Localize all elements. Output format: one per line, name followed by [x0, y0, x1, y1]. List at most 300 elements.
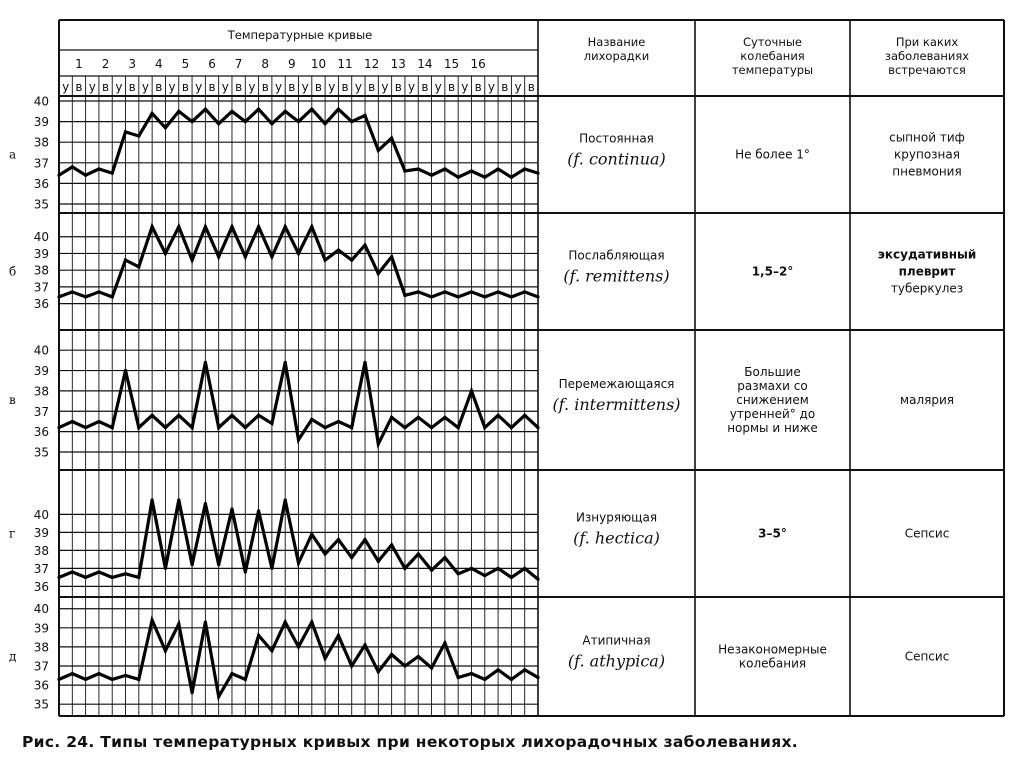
data-point: [483, 176, 486, 179]
disease-name: эксудативный: [877, 247, 977, 262]
y-tick-label: 37: [33, 156, 49, 171]
data-point: [324, 122, 327, 125]
data-point: [443, 642, 446, 645]
data-point: [430, 295, 433, 298]
y-tick-label: 38: [33, 543, 49, 558]
y-tick-label: 36: [33, 425, 49, 440]
data-point: [324, 426, 327, 429]
data-point: [350, 426, 353, 429]
daily-fluctuation-line: Большие: [744, 365, 801, 379]
chart-title: Температурные кривые: [227, 28, 373, 42]
y-tick-label: 36: [33, 678, 49, 693]
day-label: 1: [75, 57, 83, 71]
data-point: [151, 225, 154, 228]
table-header-line: Название: [587, 35, 646, 49]
day-label: 7: [234, 57, 243, 71]
data-point: [510, 426, 513, 429]
daily-fluctuation-line: нормы и ниже: [727, 421, 818, 435]
y-tick-label: 40: [33, 343, 49, 358]
data-point: [470, 672, 473, 675]
data-point: [457, 572, 460, 575]
fever-latin-name: (f. intermittens): [552, 395, 681, 414]
data-point: [151, 112, 154, 115]
data-point: [457, 176, 460, 179]
day-label: 4: [154, 57, 163, 71]
data-point: [337, 108, 340, 111]
data-point: [510, 678, 513, 681]
data-point: [310, 533, 313, 536]
data-point: [497, 167, 500, 170]
data-point: [377, 442, 380, 445]
data-point: [217, 255, 220, 258]
data-point: [284, 498, 287, 501]
data-point: [510, 576, 513, 579]
data-point: [124, 572, 127, 575]
daily-fluctuation: Не более 1°: [735, 147, 810, 162]
data-point: [270, 422, 273, 425]
data-point: [470, 567, 473, 570]
slot-label: у: [248, 80, 256, 94]
data-point: [137, 134, 140, 137]
daily-fluctuation: [718, 643, 827, 671]
data-point: [310, 418, 313, 421]
data-point: [124, 130, 127, 133]
data-point: [230, 110, 233, 113]
data-point: [324, 259, 327, 262]
table-header-line: встречаются: [888, 63, 966, 77]
data-point: [457, 426, 460, 429]
slot-label: в: [421, 80, 429, 94]
data-point: [363, 361, 366, 364]
data-point: [483, 678, 486, 681]
y-tick-label: 35: [33, 197, 49, 212]
y-tick-label: 39: [33, 246, 49, 261]
data-point: [84, 576, 87, 579]
data-point: [403, 294, 406, 297]
slot-label: у: [88, 80, 96, 94]
data-point: [244, 120, 247, 123]
chart-grid: [9, 20, 1004, 716]
slot-label: у: [354, 80, 362, 94]
data-point: [497, 414, 500, 417]
slot-label: у: [168, 80, 176, 94]
data-point: [457, 676, 460, 679]
slot-label: в: [261, 80, 269, 94]
data-point: [390, 255, 393, 258]
data-point: [164, 567, 167, 570]
table-header-line: При каких: [895, 35, 959, 49]
data-point: [536, 172, 539, 175]
slot-label: у: [514, 80, 522, 94]
data-point: [151, 619, 154, 622]
fever-name: Постоянная: [579, 131, 654, 146]
y-tick-label: 35: [33, 697, 49, 712]
data-point: [403, 426, 406, 429]
disease-name: плеврит: [898, 264, 956, 279]
fever-name: Атипичная: [582, 633, 651, 648]
data-point: [217, 563, 220, 566]
slot-label: в: [155, 80, 163, 94]
y-tick-label: 39: [33, 115, 49, 130]
data-point: [71, 165, 74, 168]
data-point: [57, 174, 60, 177]
panel-letter: а: [9, 147, 17, 162]
data-point: [337, 634, 340, 637]
data-point: [310, 225, 313, 228]
data-point: [430, 666, 433, 669]
table-header-line: Суточные: [742, 35, 803, 49]
y-tick-label: 37: [33, 561, 49, 576]
daily-fluctuation: 3–5°: [758, 526, 787, 541]
day-label: 5: [181, 57, 190, 71]
data-point: [204, 621, 207, 624]
slot-label: в: [341, 80, 349, 94]
data-point: [124, 369, 127, 372]
data-point: [284, 110, 287, 113]
data-point: [270, 567, 273, 570]
data-point: [164, 252, 167, 255]
disease-name: Сепсис: [904, 526, 950, 541]
data-point: [191, 259, 194, 262]
data-point: [257, 225, 260, 228]
fever-latin-name: (f. remittens): [563, 266, 670, 286]
fever-latin-name: (f. athypica): [567, 651, 666, 671]
day-label: 13: [390, 57, 406, 71]
data-point: [230, 672, 233, 675]
data-point: [337, 420, 340, 423]
disease-name: сыпной тиф: [889, 130, 965, 145]
data-point: [164, 426, 167, 429]
data-point: [457, 295, 460, 298]
fever-latin-name: (f. hectica): [573, 528, 660, 548]
daily-fluctuation-line: размахи со: [737, 379, 808, 393]
disease-name: малярия: [900, 393, 954, 407]
daily-fluctuation: 1,5–2°: [751, 264, 794, 279]
data-point: [257, 634, 260, 637]
data-point: [111, 172, 114, 175]
data-point: [470, 290, 473, 293]
data-point: [137, 678, 140, 681]
data-point: [310, 108, 313, 111]
data-point: [390, 137, 393, 140]
slot-label: у: [115, 80, 123, 94]
data-point: [523, 167, 526, 170]
data-point: [324, 657, 327, 660]
data-point: [204, 502, 207, 505]
table-header-line: лихорадки: [583, 49, 650, 63]
day-label: 16: [470, 57, 486, 71]
data-point: [324, 552, 327, 555]
slot-label: у: [381, 80, 389, 94]
data-point: [536, 426, 539, 429]
data-point: [523, 567, 526, 570]
data-point: [57, 426, 60, 429]
data-point: [230, 414, 233, 417]
slot-label: у: [141, 80, 150, 94]
day-label: 11: [337, 57, 353, 71]
data-point: [84, 174, 87, 177]
slot-label: в: [501, 80, 509, 94]
data-point: [470, 389, 473, 392]
data-point: [443, 290, 446, 293]
info-table: [227, 28, 977, 671]
data-point: [523, 290, 526, 293]
data-point: [497, 290, 500, 293]
slot-label: у: [62, 80, 70, 94]
y-tick-label: 37: [33, 659, 49, 674]
data-point: [137, 265, 140, 268]
data-point: [204, 361, 207, 364]
data-point: [417, 655, 420, 658]
data-point: [71, 570, 74, 573]
y-tick-label: 40: [33, 230, 49, 245]
slot-label: у: [434, 80, 442, 94]
data-point: [483, 295, 486, 298]
data-point: [230, 507, 233, 510]
data-point: [257, 108, 260, 111]
data-point: [111, 678, 114, 681]
y-tick-label: 35: [33, 445, 49, 460]
data-point: [217, 695, 220, 698]
table-header-name: [584, 35, 649, 63]
slot-label: в: [102, 80, 110, 94]
data-point: [244, 426, 247, 429]
data-point: [497, 567, 500, 570]
daily-fluctuation-line: Незакономерные: [718, 642, 827, 657]
data-point: [257, 414, 260, 417]
data-point: [97, 570, 100, 573]
data-point: [510, 295, 513, 298]
data-point: [284, 361, 287, 364]
day-label: 3: [128, 57, 137, 71]
data-point: [217, 426, 220, 429]
daily-fluctuation-line: снижением: [736, 393, 809, 407]
data-point: [483, 426, 486, 429]
slot-label: в: [447, 80, 456, 94]
table-header-fluctuation: [732, 35, 813, 77]
y-tick-label: 40: [33, 602, 49, 617]
daily-fluctuation-line: колебания: [738, 656, 807, 671]
data-point: [97, 420, 100, 423]
data-point: [244, 678, 247, 681]
table-header-line: колебания: [740, 49, 805, 63]
data-point: [297, 645, 300, 648]
day-label: 2: [101, 57, 110, 71]
data-point: [244, 570, 247, 573]
y-tick-label: 40: [33, 507, 49, 522]
data-point: [497, 668, 500, 671]
panel-letter: б: [9, 264, 17, 279]
fever-name: Перемежающаяся: [558, 377, 675, 391]
slot-label: у: [195, 80, 203, 94]
data-point: [390, 543, 393, 546]
panel-letter: в: [9, 393, 16, 407]
data-point: [111, 426, 114, 429]
data-point: [230, 225, 233, 228]
day-label: 9: [288, 57, 296, 71]
disease-name: крупозная: [894, 147, 960, 162]
data-point: [177, 414, 180, 417]
day-label: 14: [417, 57, 433, 71]
slot-label: в: [128, 80, 136, 94]
data-point: [71, 420, 74, 423]
y-tick-label: 38: [33, 135, 49, 150]
data-point: [443, 556, 446, 559]
y-tick-label: 36: [33, 297, 49, 312]
data-point: [177, 225, 180, 228]
data-point: [430, 426, 433, 429]
data-point: [403, 567, 406, 570]
slot-label: в: [394, 80, 402, 94]
data-point: [217, 122, 220, 125]
slot-label: в: [527, 80, 535, 94]
slot-label: в: [235, 80, 243, 94]
data-point: [57, 678, 60, 681]
table-header-line: заболеваниях: [884, 49, 970, 63]
fever-name: Послабляющая: [568, 248, 665, 263]
data-point: [97, 672, 100, 675]
y-tick-label: 37: [33, 280, 49, 295]
data-point: [417, 290, 420, 293]
data-point: [151, 414, 154, 417]
day-label: 15: [443, 57, 460, 71]
data-point: [430, 569, 433, 572]
data-point: [443, 167, 446, 170]
slot-label: у: [221, 80, 229, 94]
daily-fluctuation-line: утренней° до: [729, 407, 816, 421]
data-point: [124, 259, 127, 262]
data-point: [536, 578, 539, 581]
data-point: [350, 120, 353, 123]
data-point: [97, 290, 100, 293]
data-point: [124, 674, 127, 677]
data-point: [377, 272, 380, 275]
data-point: [363, 538, 366, 541]
data-point: [310, 621, 313, 624]
disease-name: Сепсис: [904, 649, 950, 664]
data-point: [297, 120, 300, 123]
data-point: [350, 664, 353, 667]
slot-label: у: [301, 80, 309, 94]
data-point: [84, 678, 87, 681]
y-tick-label: 38: [33, 640, 49, 655]
data-point: [97, 167, 100, 170]
data-point: [470, 169, 473, 172]
data-point: [430, 174, 433, 177]
data-point: [443, 416, 446, 419]
panel-letter: д: [9, 649, 17, 664]
slot-label: в: [181, 80, 189, 94]
data-point: [377, 560, 380, 563]
fever-name: Изнуряющая: [575, 510, 658, 525]
data-point: [337, 249, 340, 252]
data-point: [284, 621, 287, 624]
data-point: [297, 252, 300, 255]
data-point: [363, 643, 366, 646]
data-point: [483, 574, 486, 577]
data-point: [417, 416, 420, 419]
table-header-diseases: [885, 35, 969, 77]
data-point: [536, 676, 539, 679]
slot-label: в: [314, 80, 322, 94]
disease-name: пневмония: [892, 164, 962, 179]
slot-label: у: [487, 80, 495, 94]
data-point: [164, 126, 167, 129]
panel-letter: г: [9, 526, 16, 541]
data-point: [71, 672, 74, 675]
data-point: [523, 414, 526, 417]
data-point: [257, 509, 260, 512]
data-point: [191, 563, 194, 566]
data-point: [204, 108, 207, 111]
y-tick-label: 36: [33, 579, 49, 594]
data-point: [297, 438, 300, 441]
day-label: 8: [261, 57, 270, 71]
data-point: [177, 110, 180, 113]
table-header-line: температуры: [731, 63, 814, 77]
data-point: [244, 255, 247, 258]
data-point: [191, 120, 194, 123]
data-point: [390, 653, 393, 656]
data-point: [377, 670, 380, 673]
data-point: [363, 244, 366, 247]
slot-label: в: [288, 80, 296, 94]
slot-label: у: [328, 80, 336, 94]
data-point: [137, 576, 140, 579]
y-tick-label: 40: [33, 94, 49, 109]
day-label: 12: [364, 57, 380, 71]
y-tick-label: 39: [33, 525, 49, 540]
data-point: [297, 561, 300, 564]
data-point: [363, 114, 366, 117]
data-point: [536, 295, 539, 298]
day-label: 6: [208, 57, 216, 71]
data-point: [403, 664, 406, 667]
data-point: [417, 552, 420, 555]
data-point: [403, 169, 406, 172]
data-point: [270, 255, 273, 258]
y-tick-label: 36: [33, 176, 49, 191]
slot-label: в: [474, 80, 482, 94]
y-tick-label: 37: [33, 404, 49, 419]
y-tick-label: 39: [33, 621, 49, 636]
slot-label: в: [368, 80, 376, 94]
data-point: [204, 225, 207, 228]
data-point: [137, 426, 140, 429]
data-point: [84, 426, 87, 429]
data-point: [164, 649, 167, 652]
data-point: [417, 167, 420, 170]
data-point: [270, 649, 273, 652]
data-point: [84, 295, 87, 298]
figure-caption: Рис. 24. Типы температурных кривых при некоторых лихорадочных заболеваниях.: [22, 733, 798, 751]
data-point: [57, 295, 60, 298]
slot-label: у: [408, 80, 416, 94]
data-point: [510, 176, 513, 179]
data-point: [151, 498, 154, 501]
fever-latin-name: (f. continua): [567, 149, 666, 169]
data-point: [390, 416, 393, 419]
slot-label: в: [208, 80, 216, 94]
y-tick-label: 38: [33, 384, 49, 399]
slot-label: у: [461, 80, 469, 94]
day-label: 10: [310, 57, 327, 71]
data-point: [191, 691, 194, 694]
data-point: [57, 576, 60, 579]
data-point: [177, 622, 180, 625]
data-point: [350, 556, 353, 559]
y-tick-label: 39: [33, 364, 49, 379]
